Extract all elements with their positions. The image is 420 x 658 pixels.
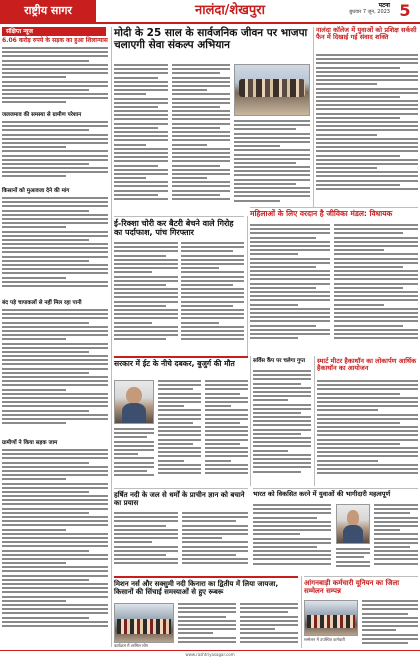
story-8-body-col-1	[178, 603, 236, 647]
story-1-headline: ई-रिक्शा चोरी कर बैटरी बेचने वाले गिरोह का पर्दाफाश, पांच गिरफ्तार	[114, 219, 234, 238]
lead-body-col-1	[114, 64, 168, 214]
column-divider	[301, 576, 302, 648]
brief-1-body	[2, 47, 108, 109]
story-3-headline: सरकार में ईट के नीचे दबकर, बुजुर्ग की मौत	[114, 359, 235, 368]
story-8-body-col-2	[240, 603, 298, 647]
story-9-photo	[304, 600, 358, 636]
story-divider	[114, 488, 248, 489]
brief-4-headline: बंद पड़े चापाकलों से नहीं मिल रहा पानी	[2, 300, 82, 306]
column-divider	[314, 356, 315, 486]
brief-2-body	[2, 121, 108, 185]
story-7-body-col-3	[336, 548, 370, 572]
story-5-headline: स्मार्ट मीटर हैकाथॉन का लोकार्पण आर्थिक हैकाथॉन का आयोजन	[317, 357, 417, 373]
story-3-body-col-2	[205, 380, 248, 484]
story-2-body-col-2	[334, 224, 418, 352]
brief-3-headline: किसानों को मुआवजा देने की मांग	[2, 188, 70, 194]
newspaper-brand: राष्ट्रीय सागर	[0, 0, 96, 22]
brief-2-headline: जलजमाव की समस्या से ग्रामीण परेशान	[2, 112, 82, 118]
edition-meta	[318, 3, 390, 15]
story-4-body	[253, 370, 311, 484]
story-8-caption: कार्यक्रम में शामिल लोग	[114, 643, 148, 648]
story-divider	[304, 576, 418, 577]
story-9-caption: सम्मेलन में उपस्थित कर्मचारी	[304, 637, 345, 642]
story-divider	[114, 576, 298, 578]
story-8-headline: मिशन नर्स और सक्सुमी नदी किनारा का द्वितीय में लिया जायजा, किसानों की सिंचाई समस्याओं से हुए रूबरू	[114, 580, 279, 597]
story-7-body-col-1	[253, 504, 331, 572]
story-6-body-col-2	[182, 512, 248, 572]
story-3-photo	[114, 380, 154, 424]
right-top-headline: नालंदा कॉलेज में युवाओं को प्रशिक्ष सर्कसी फैन में दिखाई गई संवाद शक्ति	[316, 26, 417, 42]
briefs-band: संक्षिप्त न्यूज	[2, 27, 106, 36]
story-7-body-col-2	[374, 504, 418, 572]
lead-body-col-3	[234, 120, 310, 214]
story-7-photo	[336, 504, 370, 544]
story-5-body	[317, 380, 418, 484]
story-9-headline: आंगनबाड़ी कर्मचारी यूनियन का जिला सम्मेलन सम्पन्न	[304, 579, 400, 596]
brief-5-body	[2, 449, 108, 645]
story-1-body-col-1	[114, 242, 178, 352]
edition-city: पटना	[378, 2, 390, 9]
story-3-body-col-1	[158, 380, 201, 484]
story-divider	[114, 216, 244, 217]
lead-headline: मोदी के 25 साल के सार्वजनिक जीवन पर भाजपा चलाएगी सेवा संकल्प अभियान	[114, 27, 308, 52]
page-number: 5	[399, 1, 411, 20]
story-6-body-col-1	[114, 512, 178, 572]
column-divider	[247, 216, 248, 356]
brief-3-body	[2, 197, 108, 297]
column-divider	[250, 356, 251, 486]
story-divider	[253, 488, 418, 489]
story-8-photo	[114, 603, 174, 643]
story-divider	[250, 207, 418, 208]
column-divider	[313, 27, 314, 207]
brief-5-headline: ग्रामीणों ने किया सड़क जाम	[2, 440, 58, 446]
brief-4-body	[2, 309, 108, 437]
story-3-body-col-0	[114, 428, 154, 484]
right-top-body	[316, 54, 418, 204]
story-6-headline: हर्षित नदी के जल से धर्मों के प्राचीन ज्ञान को बचाने का प्रयास	[114, 491, 245, 508]
story-4-headline: सर्विस कैंप पर चलेगा गुप्त	[253, 358, 305, 364]
story-7-headline: भारत को विकसित करने में युवाओं की भागीदारी महत्वपूर्ण	[253, 490, 391, 498]
story-2-headline: महिलाओं के लिए वरदान है जीविका मंडल: विधायक	[250, 209, 393, 218]
masthead	[0, 0, 420, 24]
story-1-body-col-2	[181, 242, 244, 352]
story-divider	[114, 356, 248, 358]
story-2-body-col-1	[250, 224, 330, 352]
brief-1-headline: 6.06 करोड़ रुपये के सड़क का हुआ शिलान्यास	[2, 37, 108, 44]
lead-photo	[234, 64, 310, 116]
story-9-body	[362, 600, 418, 646]
edition-date: बुधवार 7 जून, 2023	[349, 9, 390, 15]
lead-body-col-2	[172, 64, 230, 214]
page-footer: www.rashtriyasagar.com	[0, 650, 420, 658]
column-divider	[111, 27, 112, 647]
section-title: नालंदा/शेखपुरा	[195, 3, 265, 18]
